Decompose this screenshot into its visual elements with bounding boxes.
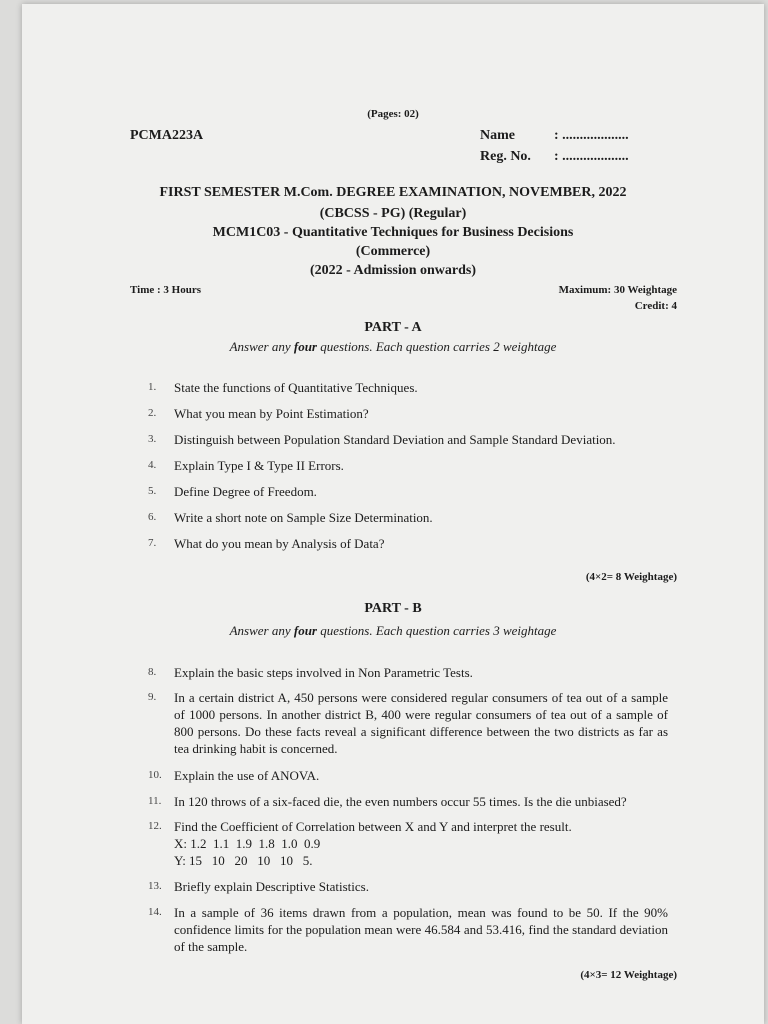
question-number: 8.: [148, 666, 157, 678]
maximum-weightage: Maximum: 30 Weightage: [558, 284, 677, 296]
name-label: Name: [480, 128, 515, 143]
question-number: 4.: [148, 459, 157, 471]
question-item: [148, 689, 668, 759]
data-row-y: Y: 15 10 20 10 10 5.: [174, 853, 313, 868]
question-text: Write a short note on Sample Size Determination.: [174, 510, 433, 525]
question-item: [148, 457, 668, 474]
data-row-x: X: 1.2 1.1 1.9 1.8 1.0 0.9: [174, 836, 321, 851]
question-item: [148, 379, 668, 396]
question-number: 7.: [148, 537, 157, 549]
question-text: Define Degree of Freedom.: [174, 484, 317, 499]
question-number: 14.: [148, 906, 162, 918]
part-a-heading: PART - A: [364, 320, 422, 335]
question-item: [148, 878, 668, 895]
course-title: MCM1C03 - Quantitative Techniques for Business Decisions: [212, 225, 574, 240]
regno-field: : ...................: [554, 149, 629, 164]
part-b-instruction: Answer any four questions. Each question carries 3 weightage: [229, 623, 557, 638]
question-number: 11.: [148, 795, 162, 807]
regno-label: Reg. No.: [480, 149, 531, 164]
question-number: 10.: [148, 769, 162, 781]
question-text: Briefly explain Descriptive Statistics.: [174, 879, 369, 894]
question-number: 3.: [148, 433, 157, 445]
question-item: [148, 818, 668, 870]
question-item: [148, 483, 668, 500]
scheme-line: (CBCSS - PG) (Regular): [319, 206, 467, 221]
question-number: 9.: [148, 691, 157, 703]
part-a-weightage: (4×2= 8 Weightage): [585, 571, 677, 583]
question-text: What do you mean by Analysis of Data?: [174, 536, 385, 551]
admission-line: (2022 - Admission onwards): [309, 263, 477, 278]
question-text: Explain the use of ANOVA.: [174, 768, 320, 783]
question-number: 12.: [148, 820, 162, 832]
question-text: In a certain district A, 450 persons were considered regular consumers of tea out of a sample of 1000 persons. In another district B, 400 were regular consumers of tea out of a sample of 800 persons. Do these facts reveal a significant difference between the two districts as far as tea drinking habit is concerned.: [174, 690, 668, 756]
question-item: [148, 509, 668, 526]
paper-code: PCMA223A: [130, 128, 204, 143]
question-text: Explain Type I & Type II Errors.: [174, 458, 344, 473]
question-item: [148, 431, 668, 448]
question-text: What you mean by Point Estimation?: [174, 406, 369, 421]
question-text: In a sample of 36 items drawn from a population, mean was found to be 50. If the 90% confidence limits for the population mean were 46.584 and 53.416, find the standard deviation of the sample.: [174, 905, 668, 954]
exam-title: FIRST SEMESTER M.Com. DEGREE EXAMINATION, NOVEMBER, 2022: [159, 185, 627, 200]
part-b-weightage: (4×3= 12 Weightage): [580, 969, 677, 981]
question-item: [148, 535, 668, 552]
question-text: In 120 throws of a six-faced die, the even numbers occur 55 times. Is the die unbiased?: [174, 794, 627, 809]
question-item: [148, 793, 668, 810]
question-number: 2.: [148, 407, 157, 419]
question-number: 1.: [148, 381, 157, 393]
question-text-main: Find the Coefficient of Correlation between X and Y and interpret the result.: [174, 819, 572, 834]
question-text: State the functions of Quantitative Techniques.: [174, 380, 418, 395]
question-item: [148, 664, 668, 681]
credit: Credit: 4: [634, 300, 677, 312]
question-text: [174, 818, 668, 869]
question-item: [148, 767, 668, 784]
part-b-heading: PART - B: [364, 601, 422, 616]
question-number: 5.: [148, 485, 157, 497]
time-allowed: Time : 3 Hours: [130, 284, 201, 296]
question-text: Explain the basic steps involved in Non Parametric Tests.: [174, 665, 473, 680]
question-item: [148, 904, 668, 956]
question-number: 6.: [148, 511, 157, 523]
part-a-instruction: Answer any four questions. Each question carries 2 weightage: [229, 339, 557, 354]
question-text: Distinguish between Population Standard Deviation and Sample Standard Deviation.: [174, 432, 616, 447]
exam-paper-page: [22, 4, 764, 1024]
question-item: [148, 405, 668, 422]
page-count: (Pages: 02): [367, 108, 419, 120]
question-number: 13.: [148, 880, 162, 892]
name-field: : ...................: [554, 128, 629, 143]
stream-line: (Commerce): [355, 244, 431, 259]
